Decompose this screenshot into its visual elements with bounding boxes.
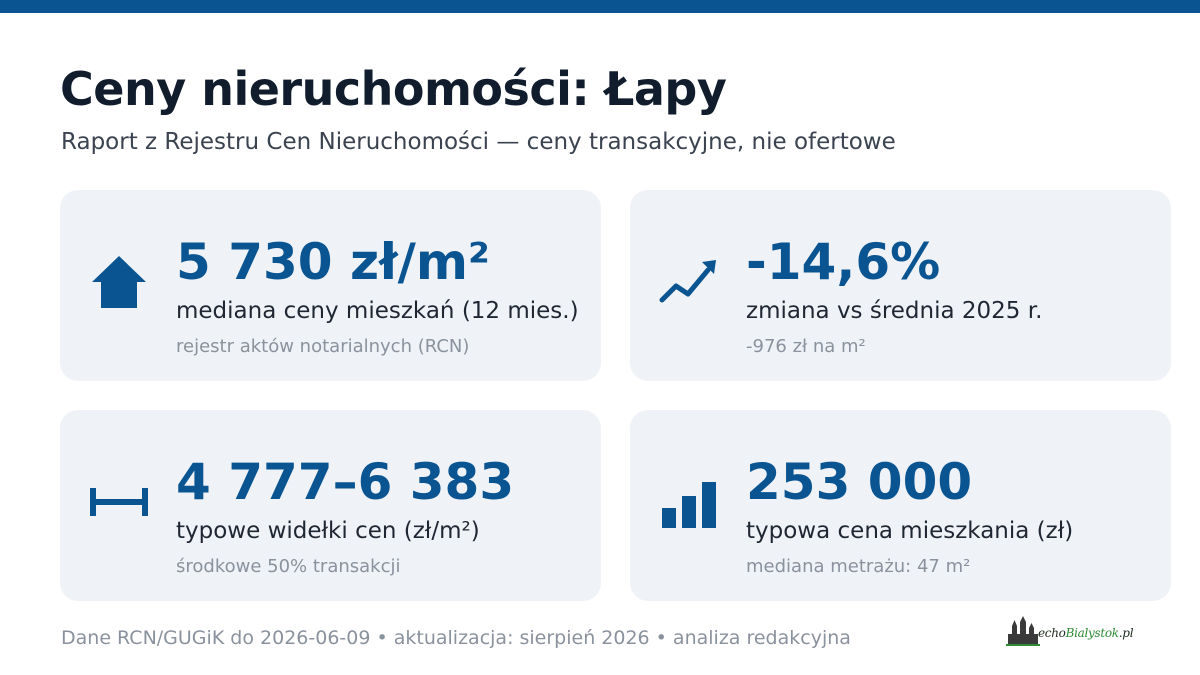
page-subtitle: Raport z Rejestru Cen Nieruchomości — ceny transakcyjne, nie ofertowe <box>61 129 896 155</box>
stat-label: mediana ceny mieszkań (12 mies.) <box>176 298 579 324</box>
stat-card-median-price <box>60 190 601 381</box>
stat-value: -14,6% <box>746 233 941 291</box>
stat-value: 253 000 <box>746 453 973 511</box>
stat-card-price-range <box>60 410 601 601</box>
stat-value: 4 777–6 383 <box>176 453 515 511</box>
stat-card-typical-price <box>630 410 1171 601</box>
stat-value: 5 730 zł/m² <box>176 233 490 291</box>
stat-label: typowe widełki cen (zł/m²) <box>176 518 480 544</box>
stat-label: zmiana vs średnia 2025 r. <box>746 298 1043 324</box>
logo-text: echoBialystok.pl <box>1038 626 1134 640</box>
echo-bialystok-logo[interactable] <box>1006 616 1142 652</box>
trend-up-icon <box>658 252 720 314</box>
town-skyline-icon <box>1006 616 1040 648</box>
stat-note: -976 zł na m² <box>746 336 866 357</box>
top-accent-bar <box>0 0 1200 13</box>
bar-chart-icon <box>658 472 720 534</box>
range-icon <box>88 472 150 534</box>
stat-label: typowa cena mieszkania (zł) <box>746 518 1074 544</box>
stat-note: środkowe 50% transakcji <box>176 556 401 577</box>
page-title: Ceny nieruchomości: Łapy <box>60 62 727 116</box>
stat-note: rejestr aktów notarialnych (RCN) <box>176 336 470 357</box>
stat-card-change <box>630 190 1171 381</box>
stat-note: mediana metrażu: 47 m² <box>746 556 971 577</box>
house-icon <box>88 252 150 314</box>
footer-source-note: Dane RCN/GUGiK do 2026-06-09 • aktualizacja: sierpień 2026 • analiza redakcyjna <box>61 627 851 649</box>
